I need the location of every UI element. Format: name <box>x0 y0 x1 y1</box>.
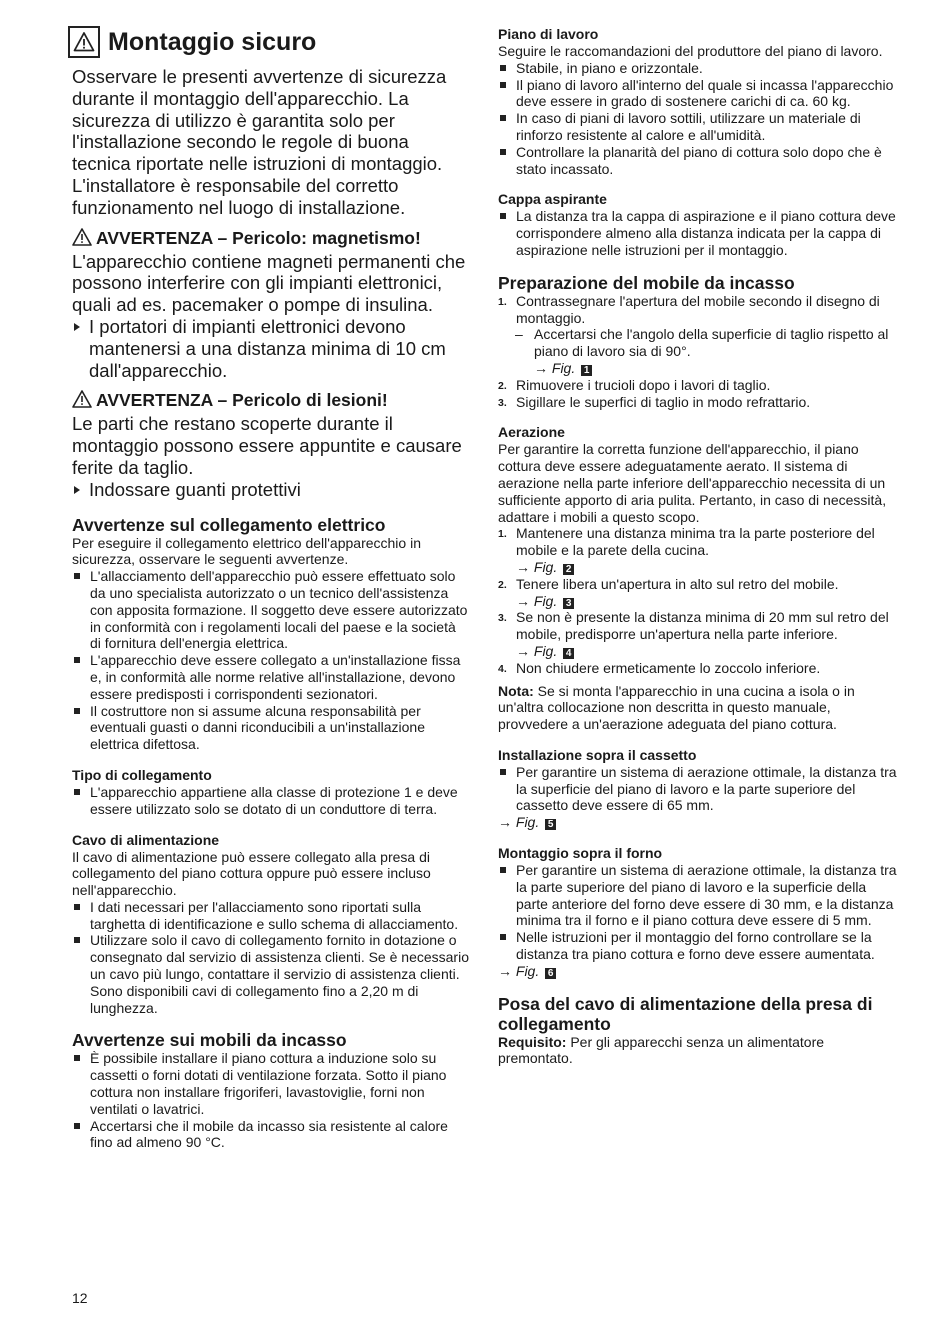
list-item: In caso di piani di lavoro sottili, utilizzare un materiale di rinforzo resistente al calore e all'umidità. <box>498 110 898 144</box>
fig-label: Fig. <box>515 962 540 979</box>
cable-routing-heading: Posa del cavo di alimentazione della presa di collegamento <box>498 993 873 1034</box>
fig-label: Fig. <box>533 642 558 659</box>
step-item: 3. Se non è presente la distanza minima di 20 mm sul retro del mobile, predisporre un'apertura nella parte inferiore. <box>498 609 889 643</box>
electrical-intro: Per eseguire il collegamento elettrico dell'apparecchio in sicurezza, osservare le seguenti avvertenze. <box>72 534 421 568</box>
section-title <box>68 26 470 58</box>
fig-label: Fig. <box>533 592 558 609</box>
fig-label: Fig. <box>515 814 540 831</box>
warning-magnetism-text: L'apparecchio contiene magneti permanenti che possono interferire con gli impianti elettronici, quali ad es. pacemaker o pompe di insulina. <box>72 250 466 316</box>
ventilation-heading: Aerazione <box>498 424 565 441</box>
step-text: Sigillare le superfici di taglio in modo refrattario. <box>516 393 811 410</box>
fig-label: Fig. <box>533 558 558 575</box>
right-column <box>498 26 898 1067</box>
requirement-paragraph <box>498 1034 898 1068</box>
list-item: Il piano di lavoro all'interno del quale si incassa l'apparecchio deve essere in grado di sostenere carichi di ca. 60 kg. <box>498 77 898 111</box>
figure-number-badge: 5 <box>545 819 556 830</box>
figure-ref: → Fig. 5 <box>498 814 898 831</box>
connection-type-list <box>72 784 470 818</box>
step-item: 1. Mantenere una distanza minima tra la parte posteriore del mobile e la parete della cucina. <box>498 525 875 559</box>
ventilation-intro: Per garantire la corretta funzione dell'apparecchio, il piano cottura deve essere adeguatamente aerato. Il sistema di aerazione nella parte inferiore dell'apparecchio necessita di un sufficiente apporto di aria pulita. Pertanto, in caso di necessità, adattare i mobili a questo scopo. <box>498 441 887 525</box>
figure-number-badge: 3 <box>563 598 574 609</box>
connection-type-heading: Tipo di collegamento <box>72 766 212 783</box>
requirement-text: Per gli apparecchi senza un alimentatore premontato. <box>498 1033 825 1067</box>
list-item: Stabile, in piano e orizzontale. <box>498 60 898 77</box>
figure-number-badge: 2 <box>563 564 574 575</box>
hood-list <box>498 208 898 258</box>
figure-ref: → Fig. 1 <box>498 360 898 377</box>
oven-heading: Montaggio sopra il forno <box>498 845 663 862</box>
step-text: Contrassegnare l'apertura del mobile secondo il disegno di montaggio. <box>516 292 880 326</box>
step-text: Se non è presente la distanza minima di 20 mm sul retro del mobile, predisporre un'apertura nella parte inferiore. <box>516 609 889 643</box>
step-text: Tenere libera un'apertura in alto sul retro del mobile. <box>516 575 839 592</box>
step-item: 2. Tenere libera un'apertura in alto sul retro del mobile. <box>498 575 839 592</box>
note-text: Se si monta l'apparecchio in una cucina a isola o in un'altra collocazione non descritta in questo manuale, provvedere a un'aerazione adeguata del piano cottura. <box>498 682 855 733</box>
list-item: L'apparecchio appartiene alla classe di protezione 1 e deve essere utilizzato solo se dotato di un conduttore di terra. <box>72 784 470 818</box>
figure-ref: → Fig. 4 <box>498 643 898 660</box>
list-item: È possibile installare il piano cottura a induzione solo su cassetti o forni dotati di ventilazione forzata. Sotto il piano cottura non installare frigoriferi, lavastoviglie, forni non ventilati o lavatrici. <box>72 1050 470 1117</box>
list-item: Per garantire un sistema di aerazione ottimale, la distanza tra la superficie del piano di lavoro e la parte superiore del cassetto deve essere di 65 mm. <box>498 764 898 814</box>
cabinet-heading: Avvertenze sui mobili da incasso <box>72 1030 347 1051</box>
warning-magnetism-action: I portatori di impianti elettronici devono mantenersi a una distanza minima di 10 cm dall'apparecchio. <box>72 316 470 381</box>
note-paragraph <box>498 683 898 733</box>
worktop-intro: Seguire le raccomandazioni del produttore del piano di lavoro. <box>498 43 883 59</box>
cabinet-list <box>72 1050 470 1151</box>
warning-injury-title: AVVERTENZA – Pericolo di lesioni! <box>96 390 388 411</box>
list-item: L'apparecchio deve essere collegato a un'installazione fissa e, in conformità alle norme relative all'installazione, devono essere predisposti i corrispondenti sezionatori. <box>72 652 470 702</box>
figure-number-badge: 4 <box>563 648 574 659</box>
power-cable-intro: Il cavo di alimentazione può essere collegato alla presa di collegamento del piano cottura oppure può essere incluso nell'apparecchio. <box>72 848 431 899</box>
warning-box-icon <box>68 26 100 58</box>
warning-injury-text: Le parti che restano scoperte durante il montaggio possono essere appuntite e causare ferite da taglio. <box>72 413 462 478</box>
figure-number-badge: 6 <box>545 968 556 979</box>
intro-text: Osservare le presenti avvertenze di sicurezza durante il montaggio dell'apparecchio. La sicurezza di utilizzo è garantita solo per l'installazione secondo le regole di buona tecnica riportate nelle istruzioni di montaggio. L'installatore è responsabile del corretto funzionamento nel luogo di installazione. <box>72 66 447 218</box>
electrical-list <box>72 568 470 753</box>
list-item: Il costruttore non si assume alcuna responsabilità per eventuali guasti o danni riconducibili a un'installazione elettrica difettosa. <box>72 703 470 753</box>
step-text: Rimuovere i trucioli dopo i lavori di taglio. <box>516 376 771 393</box>
sub-step: – Accertarsi che l'angolo della superficie di taglio rispetto al piano di lavoro sia di 90°. <box>498 326 898 360</box>
preparation-heading: Preparazione del mobile da incasso <box>498 272 795 293</box>
step-item: 1. Contrassegnare l'apertura del mobile secondo il disegno di montaggio. <box>498 292 880 326</box>
list-item: Utilizzare solo il cavo di collegamento fornito in dotazione o consegnato dal servizio di assistenza clienti. Se è necessario un cavo più lungo, contattare il servizio di assistenza clienti. Sono disponibili cavi di collegamento fino a 2,20 m di lunghezza. <box>72 932 470 1016</box>
drawer-list <box>498 764 898 814</box>
worktop-heading: Piano di lavoro <box>498 26 599 42</box>
requirement-label: Requisito: <box>498 1033 567 1050</box>
warning-icon <box>72 228 92 251</box>
step-item: 4. Non chiudere ermeticamente lo zoccolo inferiore. <box>498 659 821 676</box>
warning-icon <box>72 390 92 413</box>
list-item: Nelle istruzioni per il montaggio del forno controllare se la distanza tra piano cottura e forno deve essere aumentata. <box>498 929 898 963</box>
preparation-steps-cont <box>498 377 898 411</box>
warning-injury-heading <box>72 390 470 413</box>
list-item: La distanza tra la cappa di aspirazione e il piano cottura deve corrispondere almeno alla distanza indicata per la cappa di aspirazione nelle istruzioni per il montaggio. <box>498 208 898 258</box>
warning-injury-action: Indossare guanti protettivi <box>72 479 470 501</box>
power-cable-list <box>72 899 470 1017</box>
figure-ref: → Fig. 3 <box>498 593 898 610</box>
ventilation-steps <box>498 525 898 676</box>
title-text: Montaggio sicuro <box>108 28 317 56</box>
page-number: 12 <box>72 1290 88 1306</box>
drawer-heading: Installazione sopra il cassetto <box>498 746 697 763</box>
preparation-steps <box>498 293 898 327</box>
step-text: Non chiudere ermeticamente lo zoccolo inferiore. <box>516 659 821 676</box>
left-column <box>72 26 470 1151</box>
warning-magnetism-heading <box>72 228 470 251</box>
warning-magnetism-title: AVVERTENZA – Pericolo: magnetismo! <box>96 227 421 248</box>
power-cable-heading: Cavo di alimentazione <box>72 831 220 848</box>
electrical-heading: Avvertenze sul collegamento elettrico <box>72 514 386 535</box>
step-item: 3. Sigillare le superfici di taglio in modo refrattario. <box>498 393 811 410</box>
list-item: Controllare la planarità del piano di cottura solo dopo che è stato incassato. <box>498 144 898 178</box>
list-item: Accertarsi che il mobile da incasso sia resistente al calore fino ad almeno 90 °C. <box>72 1118 470 1152</box>
oven-list <box>498 862 898 963</box>
worktop-list <box>498 60 898 178</box>
list-item: Per garantire un sistema di aerazione ottimale, la distanza tra la parte superiore del piano di lavoro e la superficie della parte anteriore del forno deve essere di 30 mm, e la distanza minima tra il forno e il piano cottura deve essere di 5 mm. <box>498 862 898 929</box>
figure-ref: → Fig. 6 <box>498 963 898 980</box>
hood-heading: Cappa aspirante <box>498 191 607 208</box>
list-item: L'allacciamento dell'apparecchio può essere effettuato solo da uno specialista autorizzato o un tecnico dell'assistenza con apposita formazione. Il soggetto deve essere autorizzato in conformità con i regolamenti locali del paese e la società di fornitura dell'energia elettrica. <box>72 568 470 652</box>
figure-ref: → Fig. 2 <box>498 559 898 576</box>
list-item: I dati necessari per l'allacciamento sono riportati sulla targhetta di identificazione e sullo schema di allacciamento. <box>72 899 470 933</box>
fig-label: Fig. <box>551 359 576 376</box>
figure-number-badge: 1 <box>581 365 592 376</box>
note-label: Nota: <box>498 682 534 699</box>
step-item: 2. Rimuovere i trucioli dopo i lavori di taglio. <box>498 376 771 393</box>
step-text: Mantenere una distanza minima tra la parte posteriore del mobile e la parete della cucina. <box>516 525 875 559</box>
